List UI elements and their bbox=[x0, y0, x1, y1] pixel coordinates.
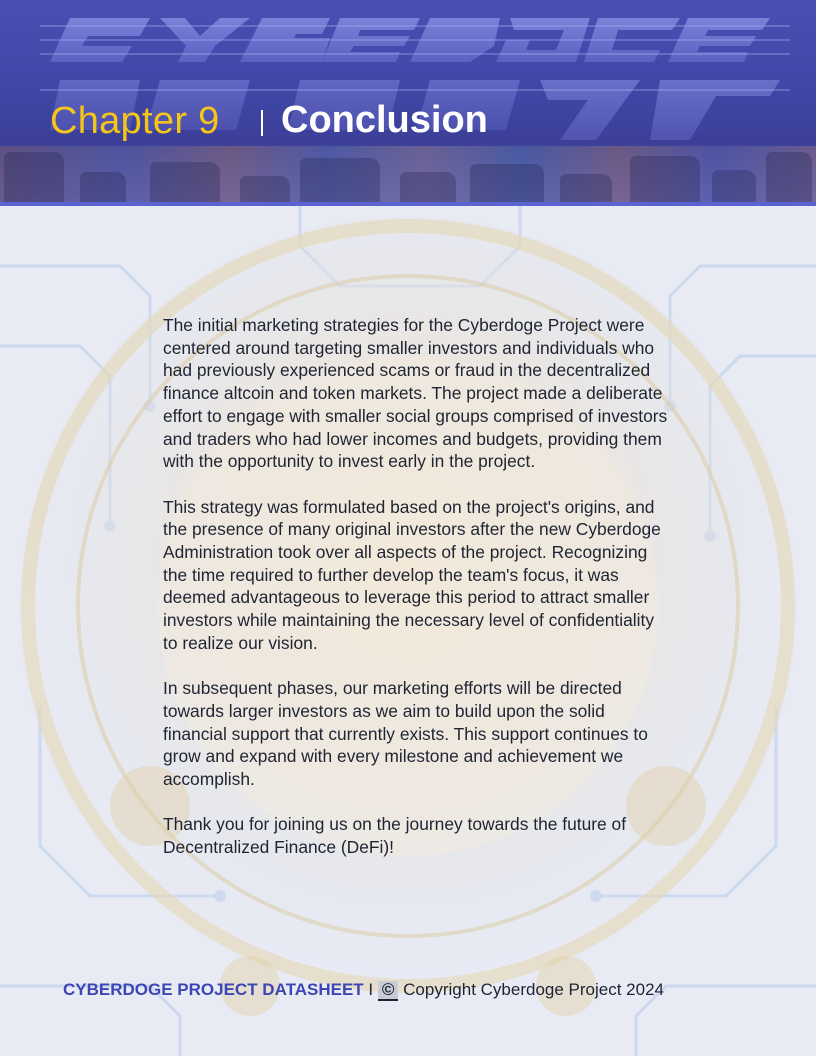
chapter-number: Chapter 9 bbox=[50, 100, 220, 142]
paragraph-4: Thank you for joining us on the journey towards the future of Decentralized Finance (DeFi)! bbox=[163, 814, 627, 858]
page-footer bbox=[63, 980, 664, 1001]
paragraph-2: This strategy was formulated based on the project's origins, and the presence of many original investors after the new Cyberdoge Administration took over all aspects of the project. Recognizing the time required to further develop the team's focus, it was deemed advantageous to leverage this period to attract smaller investors while maintaining the necessary level of confidentiality to realize our vision. bbox=[163, 496, 661, 653]
conclusion-body bbox=[163, 314, 673, 882]
chapter-title: Conclusion bbox=[281, 99, 488, 141]
paragraph-1: The initial marketing strategies for the Cyberdoge Project were centered around targeting smaller investors and individuals who had previously experienced scams or fraud in the decentralized finance altcoin and token markets. The project made a deliberate effort to engage with smaller social groups comprised of investors and traders who had lower incomes and budgets, providing them with the opportunity to invest early in the project. bbox=[163, 315, 668, 472]
copyright-icon: © bbox=[378, 981, 399, 1001]
banner-city-strip bbox=[0, 146, 816, 202]
footer-copyright: Copyright Cyberdoge Project 2024 bbox=[403, 980, 664, 999]
footer-brand: CYBERDOGE PROJECT DATASHEET bbox=[63, 980, 364, 999]
title-separator bbox=[261, 110, 263, 136]
paragraph-3: In subsequent phases, our marketing efforts will be directed towards larger investors as we aim to build upon the solid financial support that currently exists. This support continues to grow and expand with every milestone and achievement we accomplish. bbox=[163, 678, 648, 790]
chapter-banner bbox=[0, 0, 816, 206]
footer-separator: I bbox=[368, 980, 374, 999]
